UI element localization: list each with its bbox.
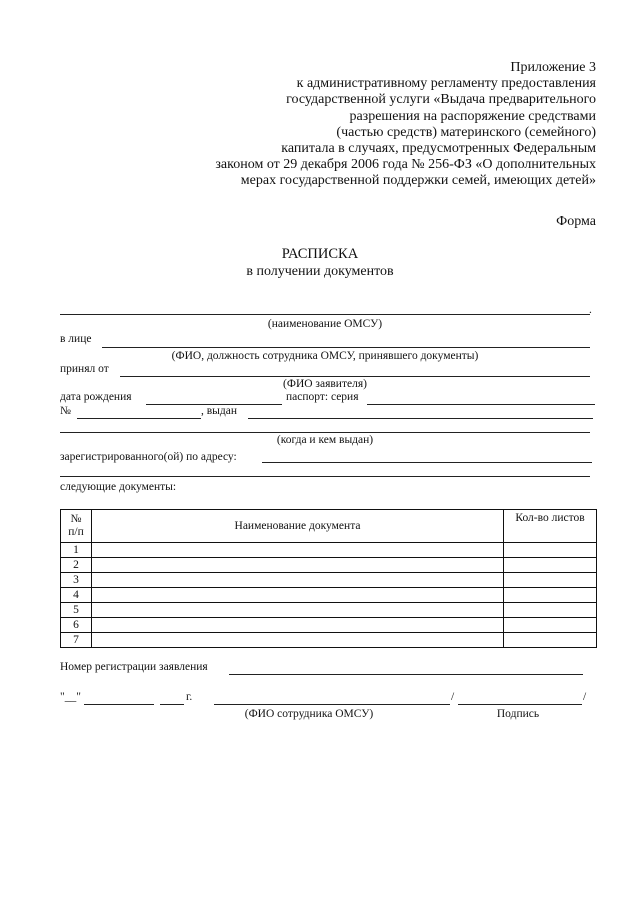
appendix-line: к административному регламенту предоставления bbox=[296, 76, 596, 92]
documents-table bbox=[60, 509, 597, 648]
document-title: РАСПИСКА bbox=[281, 246, 359, 262]
row-sheet-count[interactable] bbox=[504, 573, 597, 588]
registration-label: Номер регистрации заявления bbox=[60, 661, 208, 673]
passport-number-label: № bbox=[60, 405, 71, 417]
date-day: "__" bbox=[60, 691, 81, 703]
row-sheet-count[interactable] bbox=[504, 543, 597, 558]
table-header-row bbox=[61, 510, 597, 543]
applicant-caption: (ФИО заявителя) bbox=[283, 378, 367, 390]
row-document-name[interactable] bbox=[92, 558, 504, 573]
address-label: зарегистрированного(ой) по адресу: bbox=[60, 451, 237, 463]
row-number: 2 bbox=[61, 558, 92, 573]
omsu-caption: (наименование ОМСУ) bbox=[267, 318, 383, 330]
address-field-2[interactable] bbox=[60, 476, 590, 477]
row-document-name[interactable] bbox=[92, 543, 504, 558]
header-number: № п/п bbox=[61, 510, 92, 543]
date-month-field[interactable] bbox=[84, 704, 154, 705]
birth-date-label: дата рождения bbox=[60, 391, 132, 403]
row-sheet-count[interactable] bbox=[504, 603, 597, 618]
issued-by-field[interactable] bbox=[60, 432, 590, 433]
appendix-line: мерах государственной поддержки семей, имеющих детей» bbox=[240, 173, 596, 189]
signature-caption: Подпись bbox=[496, 708, 540, 720]
employee-name-field[interactable] bbox=[214, 704, 450, 705]
slash-separator-end: / bbox=[583, 691, 587, 703]
table-row bbox=[61, 558, 597, 573]
row-number: 1 bbox=[61, 543, 92, 558]
applicant-field[interactable] bbox=[120, 376, 590, 377]
row-document-name[interactable] bbox=[92, 618, 504, 633]
appendix-header bbox=[176, 60, 596, 190]
row-document-name[interactable] bbox=[92, 573, 504, 588]
address-field[interactable] bbox=[262, 462, 592, 463]
appendix-line: законом от 29 декабря 2006 года № 256-ФЗ «О дополнительных bbox=[215, 157, 596, 173]
appendix-line: государственной услуги «Выдача предварительного bbox=[286, 92, 596, 108]
row-number: 6 bbox=[61, 618, 92, 633]
header-sheet-count: Кол-во листов bbox=[504, 510, 597, 543]
omsu-field[interactable] bbox=[60, 314, 590, 315]
passport-series-label: паспорт: серия bbox=[286, 391, 359, 403]
row-sheet-count[interactable] bbox=[504, 633, 597, 648]
employee-name-caption: (ФИО сотрудника ОМСУ) bbox=[244, 708, 374, 720]
table-row bbox=[61, 633, 597, 648]
row-number: 3 bbox=[61, 573, 92, 588]
issued-by-caption: (когда и кем выдан) bbox=[276, 434, 374, 446]
row-document-name[interactable] bbox=[92, 588, 504, 603]
in-person-label: в лице bbox=[60, 333, 92, 345]
table-row bbox=[61, 618, 597, 633]
document-subtitle: в получении документов bbox=[246, 264, 394, 279]
slash-separator: / bbox=[451, 691, 455, 703]
issued-label: , выдан bbox=[201, 405, 238, 417]
year-suffix: г. bbox=[186, 691, 193, 703]
table-row bbox=[61, 543, 597, 558]
row-sheet-count[interactable] bbox=[504, 618, 597, 633]
table-row bbox=[61, 573, 597, 588]
appendix-line: (частью средств) материнского (семейного) bbox=[336, 124, 596, 140]
appendix-line: разрешения на распоряжение средствами bbox=[349, 108, 596, 124]
appendix-line: Приложение 3 bbox=[510, 60, 596, 75]
registration-number-field[interactable] bbox=[229, 674, 583, 675]
table-row bbox=[61, 603, 597, 618]
row-number: 4 bbox=[61, 588, 92, 603]
signature-field[interactable] bbox=[458, 704, 582, 705]
table-row bbox=[61, 588, 597, 603]
received-from-label: принял от bbox=[60, 363, 109, 375]
row-document-name[interactable] bbox=[92, 633, 504, 648]
row-sheet-count[interactable] bbox=[504, 588, 597, 603]
form-label: Форма bbox=[556, 214, 596, 229]
date-year-field[interactable] bbox=[160, 704, 184, 705]
header-document-name: Наименование документа bbox=[92, 510, 504, 543]
row-document-name[interactable] bbox=[92, 603, 504, 618]
appendix-line: капитала в случаях, предусмотренных Федеральным bbox=[281, 141, 596, 157]
documents-label: следующие документы: bbox=[60, 481, 177, 493]
row-number: 5 bbox=[61, 603, 92, 618]
issued-field[interactable] bbox=[248, 418, 593, 419]
passport-series-field[interactable] bbox=[367, 404, 595, 405]
employee-caption: (ФИО, должность сотрудника ОМСУ, принявшего документы) bbox=[171, 350, 479, 362]
employee-field[interactable] bbox=[102, 347, 590, 348]
row-number: 7 bbox=[61, 633, 92, 648]
row-sheet-count[interactable] bbox=[504, 558, 597, 573]
passport-number-field[interactable] bbox=[77, 418, 201, 419]
